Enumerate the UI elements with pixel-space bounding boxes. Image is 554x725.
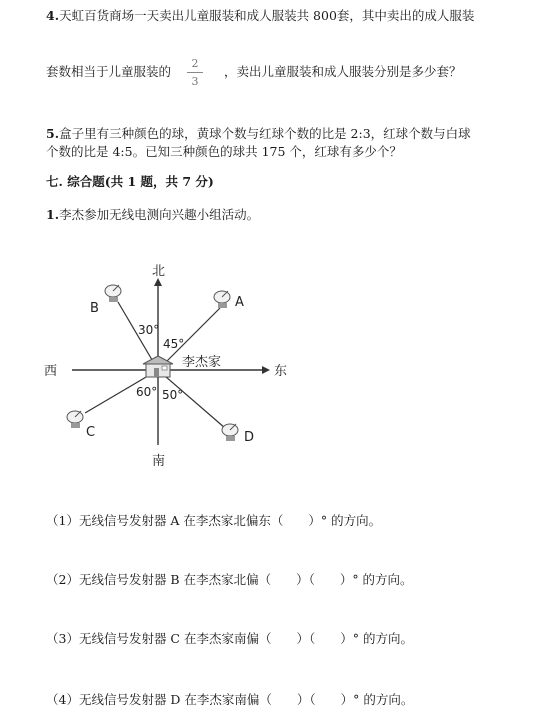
transmitter-b-icon bbox=[105, 285, 121, 302]
sub-question-2: （2）无线信号发射器 B 在李杰家北偏（ ）（ ）° 的方向。 bbox=[46, 572, 413, 587]
transmitter-d-icon bbox=[222, 424, 238, 441]
question-5-line2: 个数的比是 4:5。已知三种颜色的球共 175 个，红球有多少个？ bbox=[46, 144, 402, 159]
angle-b-label: 30° bbox=[138, 323, 160, 337]
angle-a-label: 45° bbox=[163, 337, 185, 351]
label-d: D bbox=[244, 430, 255, 445]
sub-question-1: （1）无线信号发射器 A 在李杰家北偏东（ ）° 的方向。 bbox=[46, 513, 382, 528]
north-label: 北 bbox=[152, 264, 166, 279]
question-1-number: 1. bbox=[46, 207, 60, 222]
question-5-text: 盒子里有三种颜色的球，黄球个数与红球个数的比是 2:3，红球个数与白球 bbox=[59, 126, 471, 141]
section-title: 七. 综合题(共 1 题，共 7 分) bbox=[46, 174, 214, 189]
label-c: C bbox=[86, 425, 96, 440]
south-label: 南 bbox=[152, 454, 166, 469]
home-label: 李杰家 bbox=[182, 355, 222, 370]
east-label: 东 bbox=[274, 364, 288, 379]
question-4-line2-post: ，卖出儿童服装和成人服装分别是多少套？ bbox=[224, 64, 462, 79]
transmitter-c-icon bbox=[67, 411, 83, 428]
angle-c-label: 60° bbox=[136, 385, 158, 399]
question-5-number: 5. bbox=[46, 126, 60, 141]
label-a: A bbox=[235, 295, 244, 310]
question-1-text: 李杰参加无线电测向兴趣小组活动。 bbox=[59, 207, 260, 222]
sub-question-3: （3）无线信号发射器 C 在李杰家南偏（ ）（ ）° 的方向。 bbox=[46, 631, 413, 646]
question-4-text: 天虹百货商场一天卖出儿童服装和成人服装共 800套，其中卖出的成人服装 bbox=[59, 8, 475, 23]
question-4-line2-pre: 套数相当于儿童服装的 bbox=[46, 64, 172, 79]
west-label: 西 bbox=[44, 364, 58, 379]
transmitter-a-icon bbox=[214, 291, 230, 308]
angle-d-label: 50° bbox=[162, 388, 184, 402]
question-4-number: 4. bbox=[46, 8, 60, 23]
label-b: B bbox=[90, 301, 99, 316]
fraction-numerator: 2 bbox=[191, 57, 199, 70]
fraction-denominator: 3 bbox=[191, 75, 199, 88]
sub-question-4: （4）无线信号发射器 D 在李杰家南偏（ ）（ ）° 的方向。 bbox=[46, 692, 414, 707]
